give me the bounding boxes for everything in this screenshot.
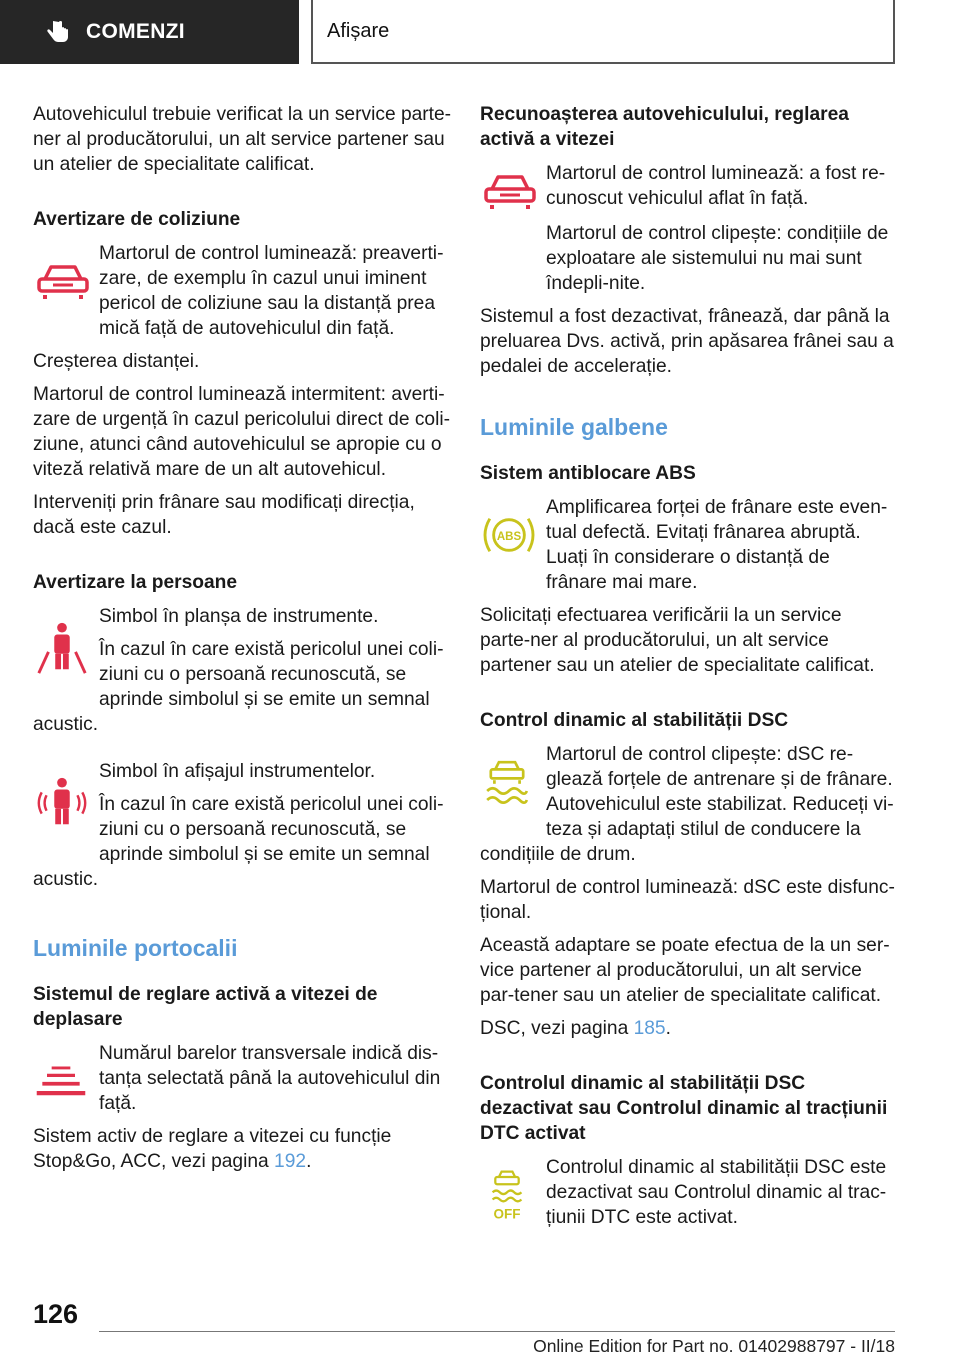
car-recognized-red-icon <box>480 161 546 221</box>
persons-heading: Avertizare la persoane <box>33 572 238 593</box>
acc-heading: Sistemul de reglare activă a vitezei de deplasare <box>33 984 378 1030</box>
dtc-heading: Controlul dinamic al stabilității DSC dezactivat sau Controlul dinamic al tracțiunii DTC activat <box>480 1073 888 1144</box>
dsc-off-yellow-icon <box>480 1155 546 1235</box>
dsc-p3: Această adaptare se poate efectua de la un ser-vice partener al producătorului, un alt service par-tener sau un atelier de specialitate calificat. <box>480 935 890 1006</box>
person-sound-red-icon <box>33 759 99 847</box>
persons-b2: În cazul în care există pericolul unei coli-ziuni cu o persoană recunoscută, se aprinde simbolul și se emite un semnal acustic. <box>33 794 444 890</box>
hand-pointer-icon <box>42 17 72 47</box>
collision-p2: Creșterea distanței. <box>33 351 200 372</box>
person-warning-red-icon <box>33 604 99 692</box>
page-link-185[interactable]: 185 <box>633 1018 666 1039</box>
persons-b1: Simbol în afișajul instrumentelor. <box>99 761 376 782</box>
dsc-heading: Control dinamic al stabilității DSC <box>480 710 789 731</box>
off-icon-text: OFF <box>493 1206 521 1222</box>
chapter-tab[interactable] <box>311 0 895 64</box>
dsc-yellow-icon <box>480 742 546 822</box>
collision-p1: Martorul de control luminează: preaverti-zare, de exemplu în cazul unui iminent pericol de coliziune sau la distanță prea mică față de autovehiculul din față. <box>99 243 444 339</box>
dsc-p2: Martorul de control luminează: dSC este disfunc-țional. <box>480 877 895 923</box>
collision-p3: Martorul de control luminează intermitent: averti-zare de urgență în cazul pericolului direct de coli-ziune, atunci când autovehiculul se apropie cu o viteză relativă mare de un alt autovehicul. <box>33 384 451 480</box>
dsc-p1: Martorul de control clipește: dSC re-glează forțele de antrenare și de frânare. Autovehiculul este stabilizat. Reduceți vi-teza și adaptați stilul de conducere la condițiile de drum. <box>480 744 894 865</box>
yellow-lights-heading: Luminile galbene <box>480 414 668 440</box>
chapter-label: Afișare <box>327 19 390 42</box>
page-number: 126 <box>33 1299 79 1329</box>
recognition-p3: Sistemul a fost dezactivat, frânează, dar până la preluarea Dvs. activă, prin apăsarea frânei sau a pedalei de accelerație. <box>480 306 894 377</box>
orange-lights-heading: Luminile portocalii <box>33 935 238 961</box>
section-label: COMENZI <box>86 20 185 43</box>
abs-icon-text: ABS <box>496 530 522 543</box>
footer-divider <box>99 1331 895 1332</box>
section-tab[interactable] <box>0 0 299 64</box>
dsc-p4: DSC, vezi pagina 185. <box>480 1018 671 1039</box>
abs-yellow-icon <box>480 495 546 575</box>
left-column <box>33 102 453 1182</box>
persons-a2: În cazul în care există pericolul unei coli-ziuni cu o persoană recunoscută, se aprinde simbolul și se emite un semnal acustic. <box>33 639 444 735</box>
persons-a1: Simbol în planșa de instrumente. <box>99 606 379 627</box>
right-column <box>480 102 895 1238</box>
acc-p2: Sistem activ de reglare a vitezei cu funcție Stop&Go, ACC, vezi pagina 192. <box>33 1126 392 1172</box>
footer-edition: Online Edition for Part no. 01402988797 - II/18 <box>533 1336 895 1356</box>
distance-bars-red-icon <box>33 1041 99 1121</box>
recognition-p2: Martorul de control clipește: condițiile de exploatare ale sistemului nu mai sunt îndepli-nite. <box>546 223 889 294</box>
acc-p1: Numărul barelor transversale indică dis-tanța selectată până la autovehiculul din față. <box>99 1043 441 1114</box>
car-warning-red-icon <box>33 241 99 321</box>
page-link-192[interactable]: 192 <box>274 1151 307 1172</box>
collision-heading: Avertizare de coliziune <box>33 209 241 230</box>
dtc-p1: Controlul dinamic al stabilității DSC este dezactivat sau Controlul dinamic al trac-țiunii DTC este activat. <box>546 1157 887 1228</box>
recognition-p1: Martorul de control luminează: a fost re-cunoscut vehiculul aflat în față. <box>546 163 886 209</box>
abs-heading: Sistem antiblocare ABS <box>480 463 696 484</box>
abs-p2: Solicitați efectuarea verificării la un service parte-ner al producătorului, un alt service partener sau un atelier de specialitate calificat. <box>480 605 875 676</box>
recognition-heading: Recunoașterea autovehiculului, reglarea activă a vitezei <box>480 104 849 150</box>
collision-p4: Interveniți prin frânare sau modificați direcția, dacă este cazul. <box>33 492 415 538</box>
abs-p1: Amplificarea forței de frânare este even-tual defectă. Evitați frânarea abruptă. Luați în considerare o distanță de frânare mai mare. <box>546 497 888 593</box>
intro-paragraph: Autovehiculul trebuie verificat la un service parte-ner al producătorului, un alt service partener sau un atelier de specialitate calificat. <box>33 104 452 175</box>
